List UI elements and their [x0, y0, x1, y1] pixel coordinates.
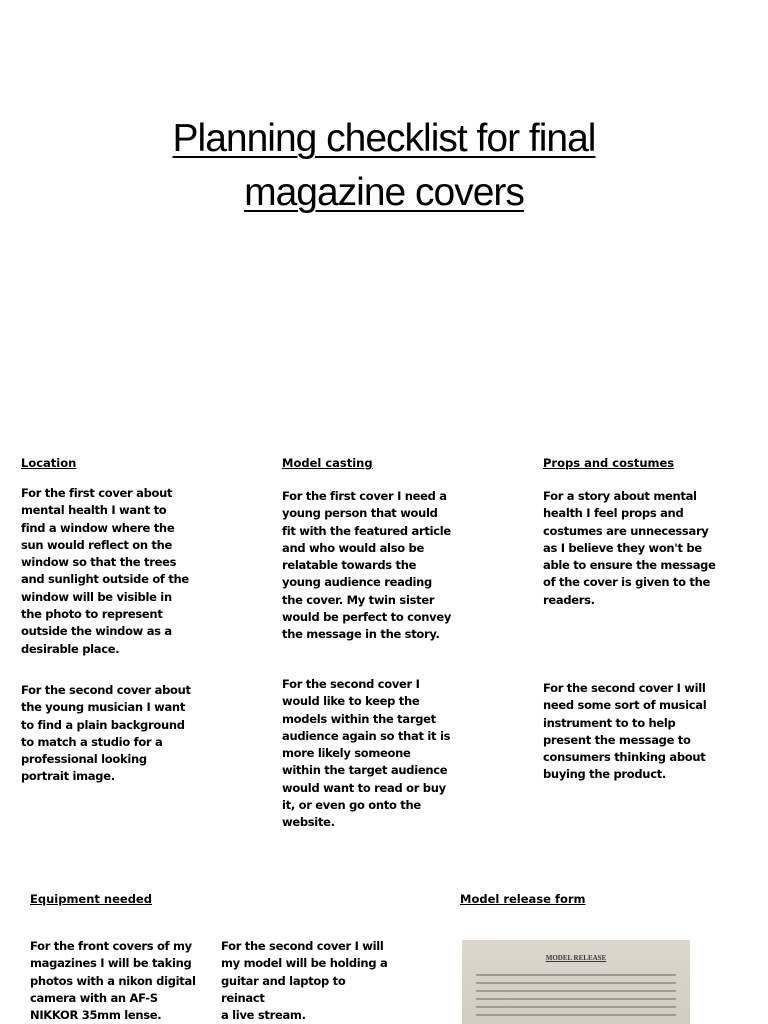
text-line: would like to keep the — [282, 694, 420, 709]
text-line: more likely someone — [282, 746, 411, 761]
title-line-1: Planning checklist for final — [172, 117, 596, 160]
text-line: buying the product. — [543, 767, 666, 782]
props-paragraph-2 — [543, 680, 718, 784]
text-line: For the second cover I will — [221, 939, 384, 953]
model-release-heading: Model release form — [460, 892, 586, 906]
model-casting-heading: Model casting — [282, 456, 373, 470]
text-line: fit with the featured article — [282, 523, 451, 538]
model-casting-paragraph-2 — [282, 676, 457, 832]
props-paragraph-1 — [543, 488, 718, 609]
text-line: need some sort of musical — [543, 698, 707, 713]
text-line: For the front covers of my — [30, 939, 192, 953]
text-line: would be perfect to convey — [282, 610, 452, 625]
text-line: able to ensure the message — [543, 558, 716, 573]
text-line: the cover. My twin sister — [282, 592, 435, 607]
text-line: my model will be holding a — [221, 956, 388, 971]
text-line: and who would also be — [282, 540, 424, 555]
props-heading: Props and costumes — [543, 456, 675, 470]
text-line: audience again so that it is — [282, 728, 451, 743]
location-heading: Location — [21, 456, 77, 470]
text-line: costumes are unnecessary — [543, 523, 709, 538]
text-line: models within the target — [282, 711, 436, 726]
text-line: the message in the story. — [282, 627, 440, 642]
text-line: as I believe they won't be — [543, 540, 702, 555]
text-line: outside the window as a — [21, 624, 172, 639]
text-line: NIKKOR 35mm lense. — [30, 1008, 162, 1023]
text-line: of the cover is given to the — [543, 575, 711, 590]
location-paragraph-1 — [21, 485, 191, 658]
text-line: For a story about mental — [543, 489, 697, 503]
equipment-paragraph-1 — [30, 938, 200, 1024]
text-line: instrument to to help — [543, 715, 676, 730]
text-line: guitar and laptop to reinact — [221, 973, 346, 1005]
text-line: the young musician I want — [21, 700, 186, 715]
text-line: find a window where the — [21, 520, 175, 535]
text-line: window will be visible in — [21, 589, 172, 604]
text-line: photos with a nikon digital — [30, 973, 196, 988]
text-line: to match a studio for a — [21, 734, 163, 749]
location-paragraph-2 — [21, 682, 191, 786]
text-line: For the first cover about — [21, 486, 173, 500]
text-line: For the first cover I need a — [282, 489, 447, 503]
text-line: present the message to — [543, 732, 691, 747]
text-line: readers. — [543, 592, 595, 607]
text-line: For the second cover I will — [543, 681, 706, 695]
text-line: within the target audience — [282, 763, 448, 778]
text-line: consumers thinking about — [543, 750, 706, 765]
text-line: young person that would — [282, 506, 438, 521]
text-line: For the second cover about — [21, 683, 191, 697]
text-line: it, or even go onto the — [282, 798, 421, 813]
text-line: sun would reflect on the — [21, 537, 173, 552]
page-title — [0, 112, 768, 220]
text-line: magazines I will be taking — [30, 956, 192, 971]
text-line: window so that the trees — [21, 555, 177, 570]
form-text-lines — [476, 974, 676, 1022]
text-line: to find a plain background — [21, 717, 185, 732]
equipment-heading: Equipment needed — [30, 892, 152, 906]
text-line: would want to read or buy — [282, 780, 446, 795]
text-line: desirable place. — [21, 641, 120, 656]
equipment-paragraph-2 — [221, 938, 391, 1024]
text-line: website. — [282, 815, 335, 830]
text-line: young audience reading — [282, 575, 432, 590]
model-casting-paragraph-1 — [282, 488, 457, 644]
text-line: For the second cover I — [282, 677, 420, 691]
text-line: and sunlight outside of the — [21, 572, 189, 587]
model-release-form-photo — [462, 940, 690, 1024]
text-line: relatable towards the — [282, 558, 417, 573]
text-line: portrait image. — [21, 769, 115, 784]
text-line: camera with an AF-S — [30, 990, 158, 1005]
text-line: a live stream. — [221, 1008, 306, 1023]
text-line: health I feel props and — [543, 506, 684, 521]
text-line: professional looking — [21, 752, 147, 767]
text-line: mental health I want to — [21, 503, 167, 518]
text-line: the photo to represent — [21, 607, 163, 622]
model-release-form-title: MODEL RELEASE — [545, 954, 607, 962]
title-line-2: magazine covers — [244, 171, 524, 214]
